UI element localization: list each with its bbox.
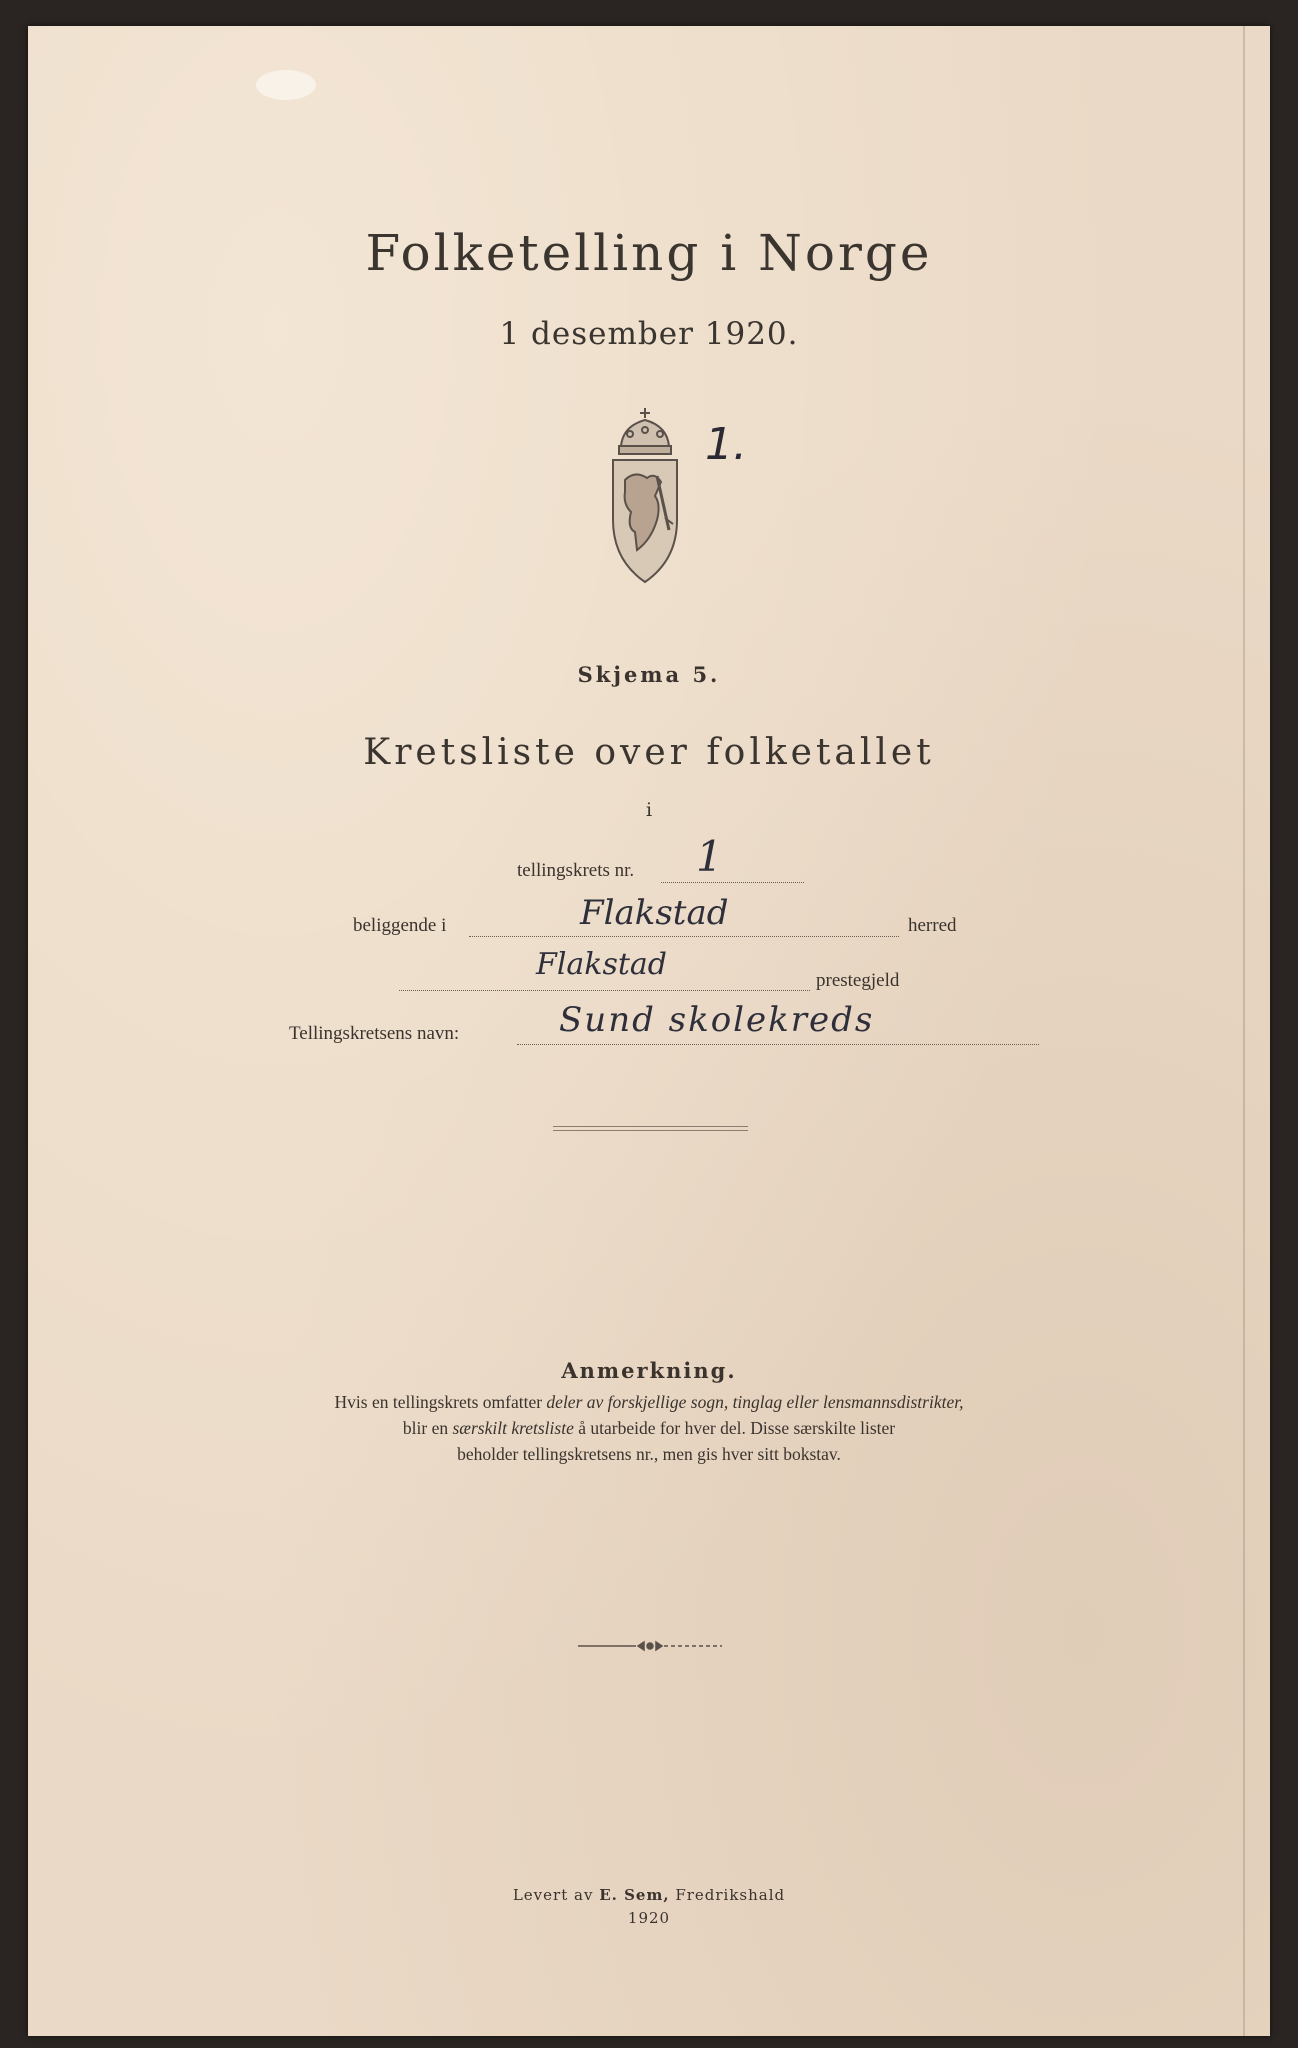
printer-city: Fredrikshald: [669, 1886, 786, 1904]
note-title: Anmerkning.: [561, 1358, 737, 1383]
printer-name: E. Sem,: [599, 1886, 670, 1904]
prestegjeld-label: prestegjeld: [816, 970, 900, 991]
printer-credit: [28, 1886, 1270, 1904]
document-title: Folketelling i Norge: [365, 224, 933, 282]
ornament-divider-icon: [576, 1640, 724, 1652]
tellingskrets-label: tellingskrets nr.: [517, 860, 635, 881]
note-line-2-end: å utarbeide for hver del. Disse særskilte lister: [573, 1418, 896, 1438]
herred-field-line: [469, 935, 899, 937]
herred-value: Flakstad: [580, 893, 729, 933]
herred-label: herred: [908, 915, 957, 936]
printer-year: 1920: [627, 1909, 671, 1927]
norwegian-coat-of-arms-icon: [595, 400, 695, 590]
tellingskrets-value: 1: [696, 832, 723, 881]
note-line-1-start: Hvis en tellingskrets omfatter: [334, 1392, 547, 1412]
paper-stain: [256, 70, 316, 100]
tellingskrets-field-line: [661, 881, 804, 883]
handwritten-sheet-number: 1.: [705, 419, 747, 470]
main-title-preposition: i: [645, 799, 653, 821]
note-line-1: [28, 1392, 1270, 1413]
section-divider: [553, 1126, 748, 1131]
note-line-2-start: blir en: [402, 1418, 453, 1438]
main-title: Kretsliste over folketallet: [363, 732, 935, 773]
navn-field-line: [517, 1043, 1039, 1045]
navn-value: Sund skolekreds: [559, 1000, 875, 1040]
census-form-page: [28, 26, 1270, 2036]
printer-prefix: Levert av: [512, 1886, 600, 1904]
prestegjeld-field-line: [399, 989, 810, 991]
beliggende-label: beliggende i: [353, 915, 447, 936]
note-line-1-emphasis: deler av forskjellige sogn, tinglag eller lensmannsdistrikter,: [546, 1392, 964, 1412]
note-line-2: [28, 1418, 1270, 1439]
document-date: 1 desember 1920.: [499, 316, 799, 352]
note-line-2-emphasis: særskilt kretsliste: [452, 1418, 574, 1438]
schema-label: Skjema 5.: [577, 662, 721, 687]
navn-label: Tellingskretsens navn:: [289, 1023, 460, 1044]
note-line-3: beholder tellingskretsens nr., men gis hver sitt bokstav.: [457, 1444, 841, 1464]
prestegjeld-value: Flakstad: [536, 947, 668, 982]
